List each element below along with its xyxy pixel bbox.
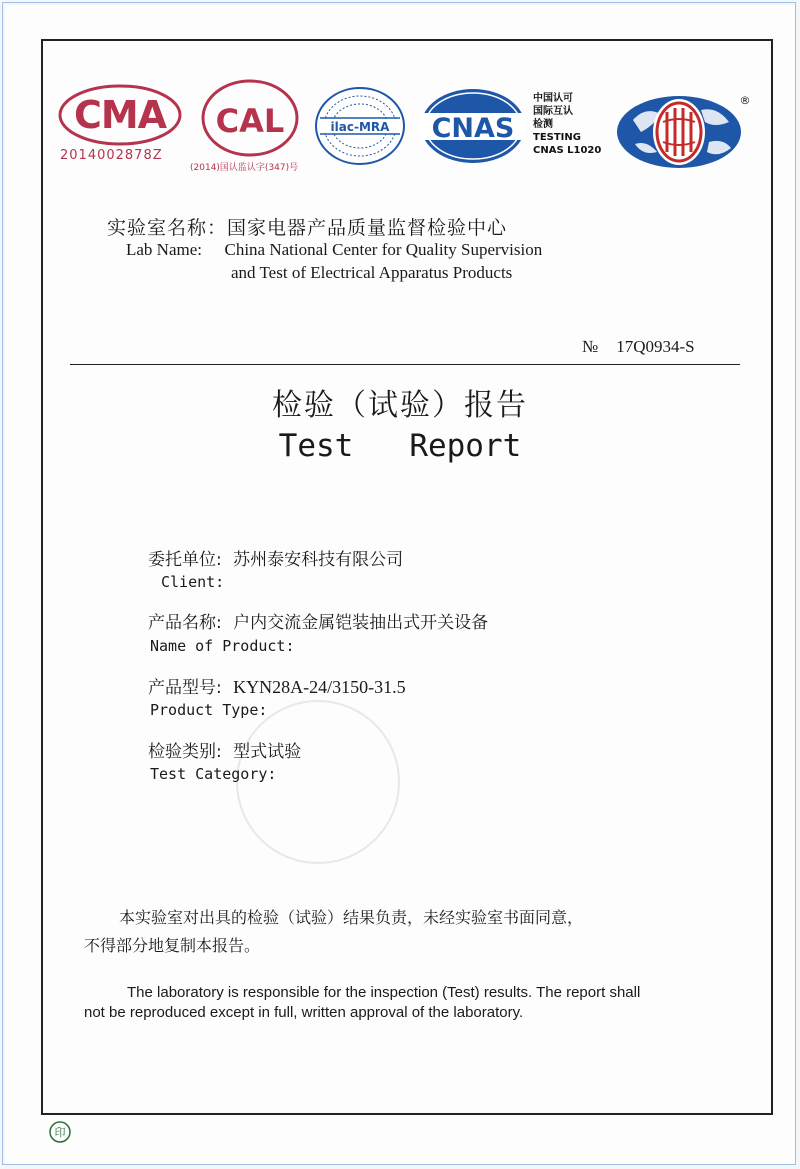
lab-name-cn: 实验室名称：国家电器产品质量监督检验中心 <box>107 217 508 239</box>
field-label-en: Name of Product: <box>150 637 295 655</box>
ilac-mra-text: ilac-MRA <box>330 120 390 134</box>
lab-name-en-line2: and Test of Electrical Apparatus Products <box>231 263 513 282</box>
cqc-globe-logo <box>613 92 753 172</box>
cnas-text: CNAS <box>431 113 515 144</box>
header-divider <box>70 364 740 365</box>
field-value: KYN28A-24/3150-31.5 <box>233 677 406 697</box>
disclaimer-cn-line1: 本实验室对出具的检验（试验）结果负责，未经实验室书面同意， <box>119 908 584 927</box>
field-label-cn: 委托单位: <box>148 550 222 570</box>
field-test-category <box>148 737 301 762</box>
field-label-cn: 检验类别: <box>148 742 222 762</box>
field-label-en: Test Category: <box>150 765 277 783</box>
field-client <box>148 545 403 570</box>
field-value: 户内交流金属铠装抽出式开关设备 <box>233 613 489 633</box>
field-label-en: Client: <box>161 573 225 591</box>
disclaimer-en-line2: not be reproduced except in full, written approval of the laboratory. <box>84 1004 524 1021</box>
field-label-cn: 产品名称: <box>148 613 222 633</box>
cnas-side-line: 中国认可 <box>533 93 573 104</box>
report-number <box>582 337 695 357</box>
cma-logo <box>58 84 182 146</box>
cma-logo-letters: CMA <box>73 93 167 137</box>
lab-name-en-line1 <box>126 240 542 260</box>
report-title-cn: 检验（试验）报告 <box>272 388 528 423</box>
field-product-type <box>148 673 406 698</box>
report-number-label: № <box>582 337 599 356</box>
cnas-side-line: 国际互认 <box>533 106 573 117</box>
lab-name-en-value: China National Center for Quality Supervision <box>224 240 543 259</box>
report-number-value: 17Q0934-S <box>616 337 695 356</box>
cal-logo-letters: CAL <box>215 102 285 140</box>
cnas-side-line: TESTING <box>533 132 581 143</box>
field-label-en: Product Type: <box>150 701 268 719</box>
lab-name-en-label: Lab Name: <box>126 240 202 259</box>
disclaimer-cn-line2: 不得部分地复制本报告。 <box>84 936 261 955</box>
field-label-cn: 产品型号: <box>148 678 222 698</box>
cal-logo <box>200 78 300 158</box>
field-value: 型式试验 <box>233 742 302 762</box>
footer-seal-icon <box>48 1120 72 1144</box>
ilac-mra-logo <box>314 86 406 166</box>
cnas-side-text <box>533 92 601 157</box>
cnas-side-line: 检测 <box>533 119 553 130</box>
field-product-name <box>148 608 488 633</box>
cma-number: 2014002878Z <box>60 148 163 163</box>
report-title-en: Test Report <box>278 428 522 464</box>
cnas-logo <box>420 88 526 164</box>
cnas-side-line: CNAS L1020 <box>533 145 602 156</box>
disclaimer-en-line1: The laboratory is responsible for the inspection (Test) results. The report shall <box>127 984 641 1001</box>
cal-number: (2014)国认监认字(347)号 <box>190 163 299 173</box>
field-value: 苏州泰安科技有限公司 <box>233 550 404 570</box>
registered-mark: ® <box>739 94 751 107</box>
footer-seal-text: 印 <box>54 1126 66 1139</box>
